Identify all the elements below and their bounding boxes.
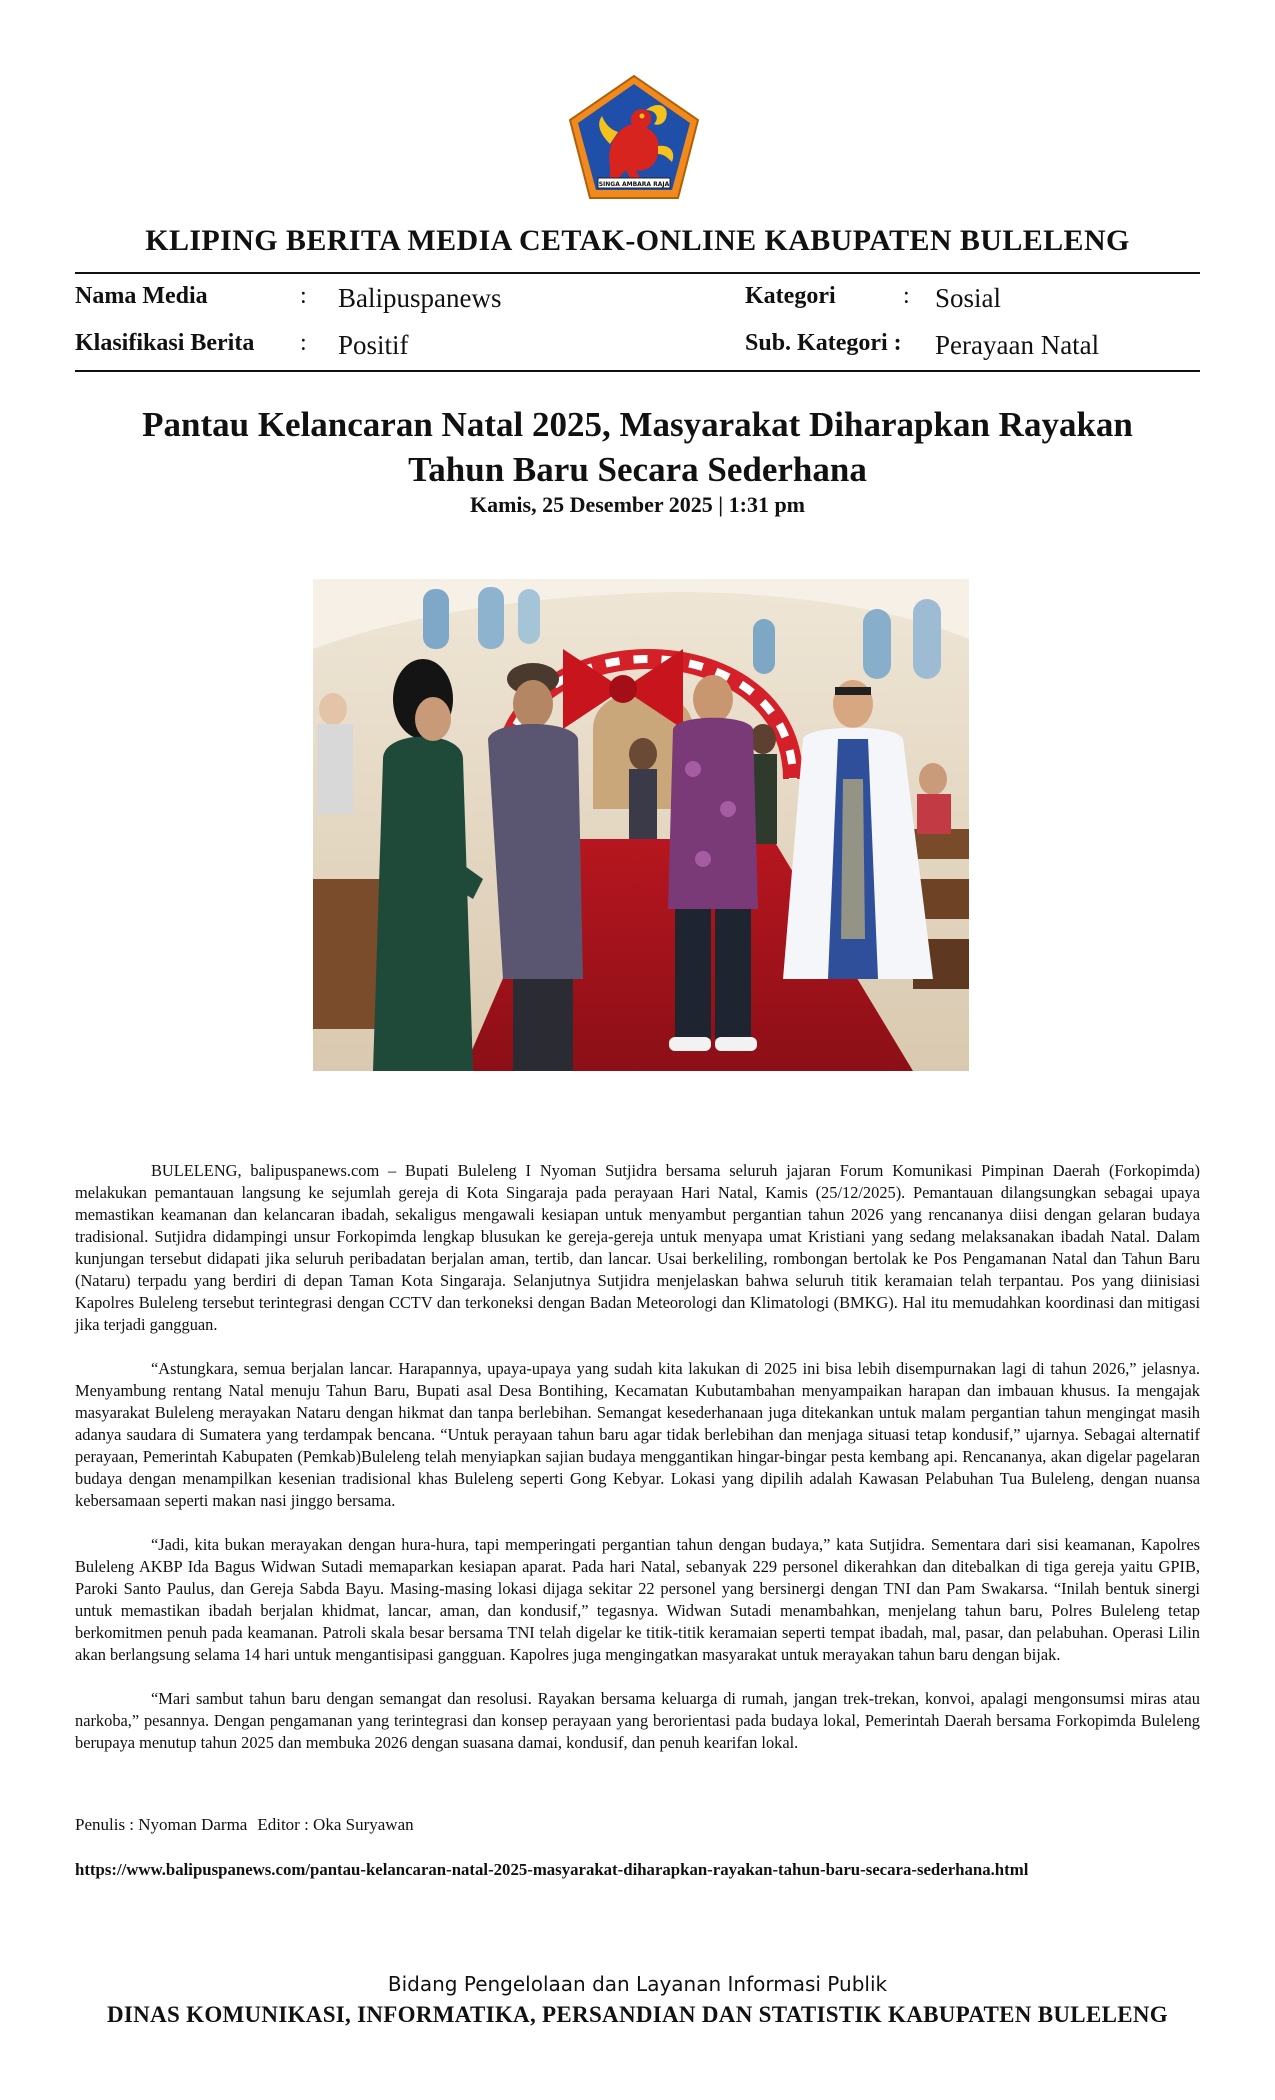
church-christmas-visit-photo xyxy=(313,579,969,1071)
news-classification-label: Klasifikasi Berita xyxy=(75,330,255,356)
header-rule-bottom xyxy=(75,370,1200,372)
media-name-value: Balipuspanews xyxy=(338,283,502,313)
article-headline xyxy=(75,402,1200,492)
article-dateline: Kamis, 25 Desember 2025 | 1:31 pm xyxy=(469,492,806,517)
media-name-colon: : xyxy=(300,283,307,309)
article-paragraph: “Jadi, kita bukan merayakan dengan hura-hura, tapi memperingati pergantian tahun dengan budaya,” kata Sutjidra. Sementara dari sisi keamanan, Kapolres Buleleng AKBP Ida Bagus Widwan Sutadi memaparkan kesiapan aparat. Pada hari Natal, sebanyak 229 personel dikerahkan dan ditebalkan di tiga gereja yaitu GPIB, Paroki Santo Paulus, dan Gereja Sabda Bayu. Masing-masing lokasi dijaga sekitar 22 personel yang bersinergi dengan TNI dan Pam Swakarsa. “Inilah bentuk sinergi untuk memastikan ibadah berjalan khidmat, lancar, aman, dan kondusif,” tegasnya. Widwan Sutadi menambahkan, menjelang tahun baru, Polres Buleleng tetap berkomitmen penuh pada keamanan. Patroli skala besar bersama TNI telah digelar ke titik-titik keramaian seperti tempat ibadah, mal, pasar, dan pelabuhan. Operasi Lilin akan berlangsung selama 14 hari untuk mengantisipasi gangguan. Kapolres juga mengingatkan masyarakat untuk merayakan tahun baru dengan bijak. xyxy=(75,1535,1200,1664)
media-name-label: Nama Media xyxy=(75,283,208,309)
document-title: KLIPING BERITA MEDIA CETAK-ONLINE KABUPATEN BULELENG xyxy=(145,224,1130,257)
article-body xyxy=(75,1160,1200,1776)
writer-credit: Penulis : Nyoman Darma xyxy=(75,1815,248,1834)
headline-line-2: Tahun Baru Secara Sederhana xyxy=(408,450,867,489)
svg-text:SINGA AMBARA RAJA: SINGA AMBARA RAJA xyxy=(598,181,670,188)
article-paragraph: “Mari sambut tahun baru dengan semangat dan resolusi. Rayakan bersama keluarga di rumah, jangan trek-trekan, konvoi, apalagi mengonsumsi miras atau narkoba,” pesannya. Dengan pengamanan yang terintegrasi dan konsep perayaan yang berorientasi pada budaya lokal, Pemerintah Daerah bersama Forkopimda Buleleng berupaya menutup tahun 2025 dan membuka 2026 dengan suasana damai, kondusif, dan penuh kearifan lokal. xyxy=(75,1689,1200,1752)
category-label: Kategori xyxy=(745,283,836,309)
article-paragraph: “Astungkara, semua berjalan lancar. Harapannya, upaya-upaya yang sudah kita lakukan di 2025 ini bisa lebih disempurnakan lagi di tahun 2026,” jelasnya. Menyambung rentang Natal menuju Tahun Baru, Bupati asal Desa Bontihing, Kecamatan Kubutambahan menyampaikan harapan dan imbauan khusus. Ia mengajak masyarakat Buleleng merayakan Nataru dengan hikmat dan tanpa berlebihan. Semangat kesederhanaan juga ditekankan untuk malam pergantian tahun mengingat masih adanya saudara di Sumatera yang terdampak bencana. “Untuk perayaan tahun baru agar tidak berlebihan dan menjaga situasi tetap kondusif,” ujarnya. Sebagai alternatif perayaan, Pemerintah Kabupaten (Pemkab)Buleleng telah menyiapkan sajian budaya menggantikan hingar-bingar pesta kembang api. Rencananya, akan digelar pagelaran budaya dengan menampilkan kesenian tradisional khas Buleleng seperti Gong Kebyar. Lokasi yang dipilih adalah Kawasan Pelabuhan Tua Buleleng, dengan nuansa kebersamaan seperti makan nasi jinggo bersama. xyxy=(75,1359,1200,1510)
footer-unit-name: Bidang Pengelolaan dan Layanan Informasi Publik xyxy=(387,1972,888,1996)
article-credits xyxy=(75,1815,414,1835)
category-colon: : xyxy=(903,283,910,309)
headline-line-1: Pantau Kelancaran Natal 2025, Masyarakat Diharapkan Rayakan xyxy=(142,405,1133,444)
news-classification-colon: : xyxy=(300,330,307,356)
regency-crest-icon xyxy=(566,74,702,202)
footer-office-name: DINAS KOMUNIKASI, INFORMATIKA, PERSANDIAN DAN STATISTIK KABUPATEN BULELENG xyxy=(107,2002,1168,2027)
source-url: https://www.balipuspanews.com/pantau-kelancaran-natal-2025-masyarakat-diharapkan-rayakan-tahun-baru-secara-sederhana.html xyxy=(75,1860,1029,1879)
category-value: Sosial xyxy=(935,283,1002,313)
subcategory-label: Sub. Kategori : xyxy=(745,330,902,356)
editor-credit: Editor : Oka Suryawan xyxy=(257,1815,414,1834)
subcategory-value: Perayaan Natal xyxy=(935,330,1100,360)
news-classification-value: Positif xyxy=(338,330,409,360)
header-rule-top xyxy=(75,272,1200,274)
article-paragraph: BULELENG, balipuspanews.com – Bupati Buleleng I Nyoman Sutjidra bersama seluruh jajaran Forum Komunikasi Pimpinan Daerah (Forkopimda) melakukan pemantauan langsung ke sejumlah gereja di Kota Singaraja pada perayaan Hari Natal, Kamis (25/12/2025). Pemantauan dilangsungkan sebagai upaya memastikan keamanan dan kelancaran ibadah, sekaligus mengawali kesiapan untuk menyambut pergantian tahun 2026 yang rencananya diisi dengan gelaran budaya tradisional. Sutjidra didampingi unsur Forkopimda lengkap blusukan ke gereja-gereja untuk menyapa umat Kristiani yang sedang melaksanakan ibadah Natal. Dalam kunjungan tersebut didapati jika seluruh peribadatan berjalan aman, tertib, dan lancar. Usai berkeliling, rombongan bertolak ke Pos Pengamanan Natal dan Tahun Baru (Nataru) terpadu yang berdiri di depan Taman Kota Singaraja. Selanjutnya Sutjidra menjelaskan bahwa seluruh titik keramaian telah terpantau. Pos yang diinisiasi Kapolres Buleleng tersebut terintegrasi dengan CCTV dan terkoneksi dengan Badan Meteorologi dan Klimatologi (BMKG). Hal itu memudahkan koordinasi dan mitigasi jika terjadi gangguan. xyxy=(75,1161,1200,1334)
